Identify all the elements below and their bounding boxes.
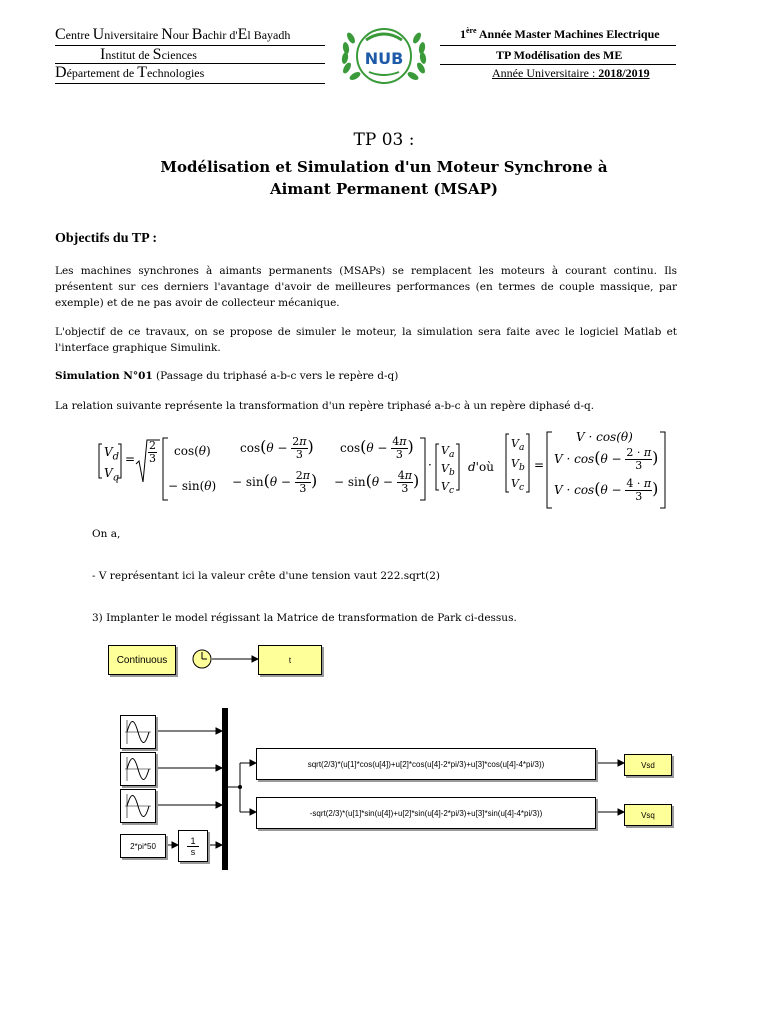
paragraph-objective: L'objectif de ce travaux, on se propose de simuler le moteur, la simulation sera faite avec le logiciel Matlab et l'interface graphique Simulink. bbox=[55, 326, 677, 354]
fcn-vsd-block[interactable]: sqrt(2/3)*(u[1]*cos(u[4])+u[2]*cos(u[4]-2*pi/3)+u[3]*cos(u[4]-4*pi/3)) bbox=[256, 748, 596, 780]
park-transform-equation: $V_d$ $V_q$ = $\frac{2}{3}$ cos(θ) cos(θ − $\frac{2\pi}{3}$ ) cos(θ − $\frac{4\pi}{3}$ ) − sin(θ) − sin(θ − $\frac{2\pi}{3}$ ) − sin(θ − $\frac{4\pi}{3}$ ) · $V_a$ $V_b$ $V_c$ d'où $V_a$ $V_b$ $V_c$ = V · cos(θ) V · cos(θ − $\frac{2 \cdot \pi}{3}$ ) V · cos(θ − $\frac{4 \cdot \pi}{3}$ ) bbox=[98, 430, 678, 510]
vsq-output-block[interactable]: Vsq bbox=[624, 804, 672, 826]
university-logo bbox=[333, 20, 435, 88]
header-right-line3: Année Universitaire : 2018/2019 bbox=[492, 66, 650, 80]
vsd-output-block[interactable]: Vsd bbox=[624, 754, 672, 776]
svg-text:NUB: NUB bbox=[364, 49, 404, 68]
title-line1: Modélisation et Simulation d'un Moteur Synchrone à bbox=[160, 158, 608, 176]
title-line2: Aimant Permanent (MSAP) bbox=[270, 180, 498, 198]
header-left-line3: Département de Technologies bbox=[55, 64, 205, 81]
continuous-block[interactable]: Continuous bbox=[108, 645, 176, 675]
sine-wave-a-block[interactable] bbox=[120, 715, 156, 749]
header-right-line2: TP Modélisation des ME bbox=[496, 48, 623, 62]
objectives-heading: Objectifs du TP : bbox=[55, 231, 158, 246]
sine-wave-icon bbox=[123, 792, 153, 820]
relation-text: La relation suivante représente la transformation d'un repère triphasé a-b-c à un repère diphasé d-q. bbox=[55, 400, 595, 412]
sine-wave-icon bbox=[123, 755, 153, 783]
step3-instruction: 3) Implanter le model régissant la Matrice de transformation de Park ci-dessus. bbox=[92, 612, 517, 624]
header-right-line1: 1ère Année Master Machines Electrique bbox=[460, 26, 660, 41]
tp-number: TP 03 : bbox=[353, 130, 415, 150]
simulation-heading: Simulation N°01 (Passage du triphasé a-b-c vers le repère d-q) bbox=[55, 370, 399, 382]
clock-icon[interactable] bbox=[192, 648, 212, 670]
header-left-line2: Institut de Sciences bbox=[100, 46, 197, 63]
on-a-text: On a, bbox=[92, 528, 121, 540]
integrator-block[interactable]: 1 s bbox=[178, 830, 208, 862]
fcn-vsq-block[interactable]: -sqrt(2/3)*(u[1]*sin(u[4])+u[2]*sin(u[4]-2*pi/3)+u[3]*sin(u[4]-4*pi/3)) bbox=[256, 797, 596, 829]
header-left-line1: Centre Universitaire Nour Bachir d'El Bayadh bbox=[55, 26, 291, 43]
peak-voltage-note: - V représentant ici la valeur crête d'une tension vaut 222.sqrt(2) bbox=[92, 570, 440, 582]
sine-wave-icon bbox=[123, 718, 153, 746]
sine-wave-b-block[interactable] bbox=[120, 752, 156, 786]
sine-wave-c-block[interactable] bbox=[120, 789, 156, 823]
clock-output-block[interactable]: t bbox=[258, 645, 322, 675]
paragraph-intro: Les machines synchrones à aimants permanents (MSAPs) se remplacent les moteurs à courant continu. Ils présentent sur ces derniers l'avantage d'avoir de meilleures performances (en termes de couple massique, par exemple) et de ne pas avoir de collecteur mécanique. bbox=[55, 265, 677, 309]
mux-block[interactable] bbox=[222, 708, 228, 870]
constant-block[interactable]: 2*pi*50 bbox=[120, 834, 166, 858]
